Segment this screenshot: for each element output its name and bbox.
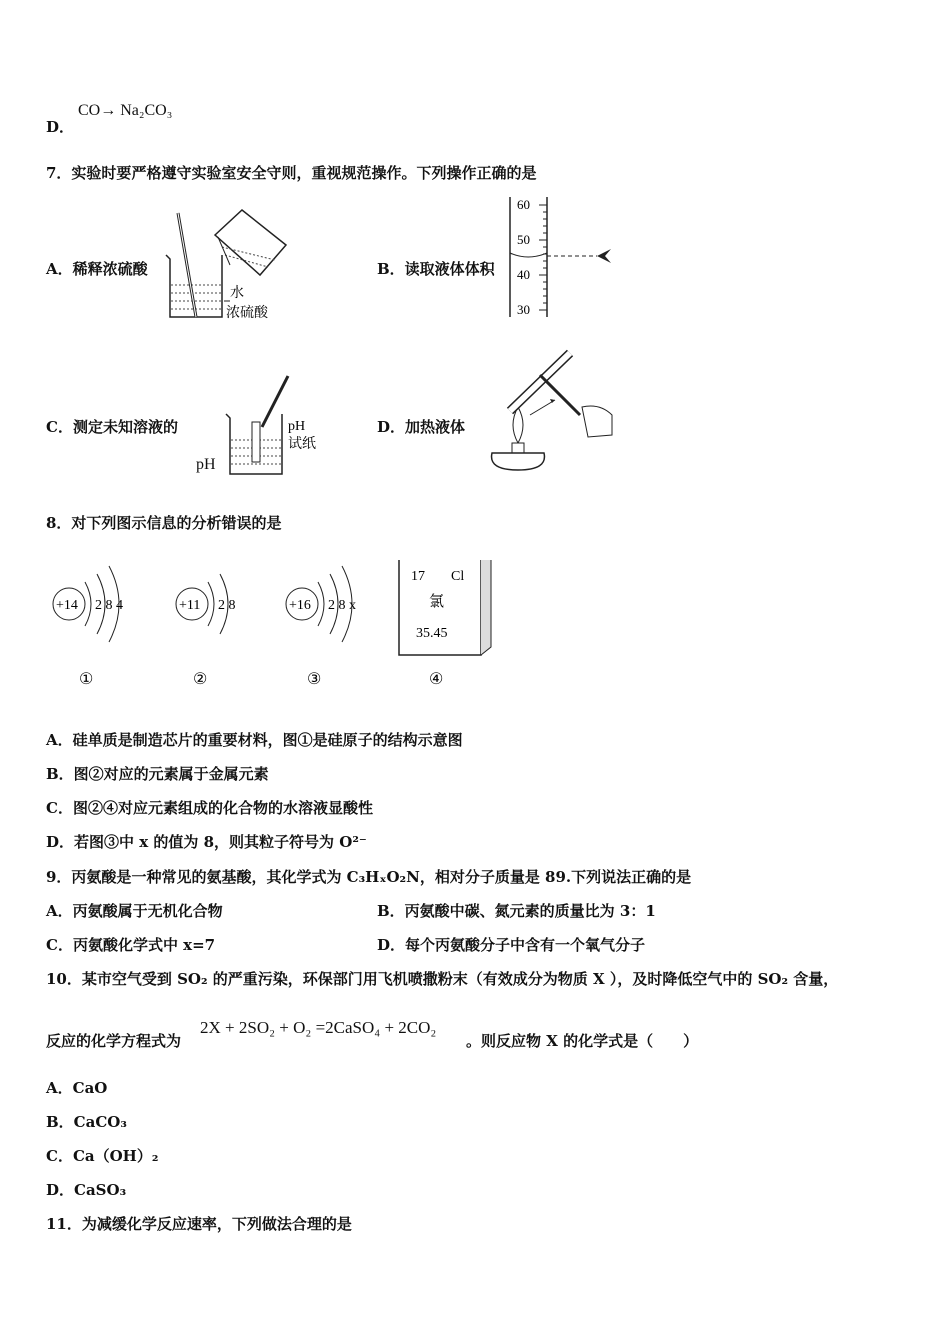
atom-diagram-2 [176, 574, 236, 688]
q8-stem: 8．对下列图示信息的分析错误的是 [46, 514, 282, 532]
tick-30: 30 [517, 302, 530, 317]
element-number: 17 [411, 569, 425, 584]
q9-option-b: B．丙氨酸中碳、氮元素的质量比为 3：1 [377, 902, 656, 920]
dilution-figure [160, 205, 290, 325]
atom-1-label: ① [79, 671, 94, 688]
q8-option-c: C．图②④对应元素组成的化合物的水溶液显酸性 [46, 799, 373, 817]
q10-line2-prefix: 反应的化学方程式为 [46, 1032, 182, 1050]
q11-stem: 11．为减缓化学反应速率，下列做法合理的是 [46, 1215, 352, 1233]
atom-2-label: ② [193, 671, 208, 688]
q10-equation: 2X + 2SO₂ + O₂ =2CaSO₄ + 2CO₂ [200, 1018, 437, 1037]
q7-option-b: B．读取液体体积 [377, 260, 495, 278]
q7-option-a: A．稀释浓硫酸 [46, 260, 148, 278]
cylinder-figure [505, 195, 625, 320]
element-mass: 35.45 [416, 626, 448, 641]
q9-option-c: C．丙氨酸化学式中 x=7 [46, 936, 216, 954]
heating-figure [470, 345, 620, 475]
q9-stem: 9．丙氨酸是一种常见的氨基酸，其化学式为 C₃HₓO₂N，相对分子质量是 89.下列说法正确的是 [46, 868, 692, 886]
water-label: 水 [230, 286, 244, 301]
q7-stem: 7．实验时要严格遵守实验室安全守则，重视规范操作。下列操作正确的是 [46, 164, 537, 182]
eye-icon [597, 249, 611, 263]
q10-option-c: C．Ca（OH）₂ [46, 1147, 159, 1165]
q7-option-c: C．测定未知溶液的 [46, 418, 178, 436]
q7-option-d: D．加热液体 [377, 418, 466, 436]
q8-option-a: A．硅单质是制造芯片的重要材料，图①是硅原子的结构示意图 [46, 731, 463, 749]
element-name: 氯 [429, 594, 445, 610]
q10-line2-suffix: 。则反应物 X 的化学式是（ ） [466, 1032, 699, 1050]
element-cell-label: ④ [429, 671, 444, 688]
ph-paper-label-1: pH [288, 419, 306, 434]
atom-diagram-1 [53, 566, 123, 688]
q10-option-d: D．CaSO₃ [46, 1181, 127, 1199]
q10-option-b: B．CaCO₃ [46, 1113, 127, 1131]
ph-test-figure [222, 372, 332, 477]
atom-3-nucleus: +16 [289, 598, 311, 613]
tick-40: 40 [517, 267, 530, 282]
q9-option-a: A．丙氨酸属于无机化合物 [46, 902, 223, 920]
q6-option-d-letter: D． [46, 118, 75, 136]
element-cell [399, 560, 491, 688]
q10-stem: 10．某市空气受到 SO₂ 的严重污染，环保部门用飞机喷撒粉末（有效成分为物质 X ），及时降低空气中的 SO₂ 含量， [46, 970, 839, 988]
q10-option-a: A．CaO [46, 1079, 108, 1097]
q9-option-d: D．每个丙氨酸分子中含有一个氧气分子 [377, 936, 646, 954]
atom-3-shells: 2 8 x [328, 598, 356, 613]
atom-2-shells: 2 8 [218, 598, 236, 613]
atom-1-shells: 2 8 4 [95, 598, 123, 613]
atom-1-nucleus: +14 [56, 598, 78, 613]
q8-option-b: B．图②对应的元素属于金属元素 [46, 765, 269, 783]
element-symbol: Cl [451, 569, 465, 584]
atom-3-label: ③ [307, 671, 322, 688]
acid-label: 浓硫酸 [226, 306, 268, 321]
q7-option-c-ph: pH [196, 456, 216, 473]
ph-paper-label-2: 试纸 [288, 437, 316, 452]
atom-2-nucleus: +11 [179, 598, 201, 613]
tick-60: 60 [517, 197, 530, 212]
q8-option-d: D．若图③中 x 的值为 8，则其粒子符号为 O²⁻ [46, 833, 367, 851]
atom-diagram-3 [286, 566, 356, 688]
q6-option-d-formula: CO→ Na₂CO₃ [78, 102, 173, 119]
q8-figures [45, 560, 505, 690]
tick-50: 50 [517, 232, 530, 247]
